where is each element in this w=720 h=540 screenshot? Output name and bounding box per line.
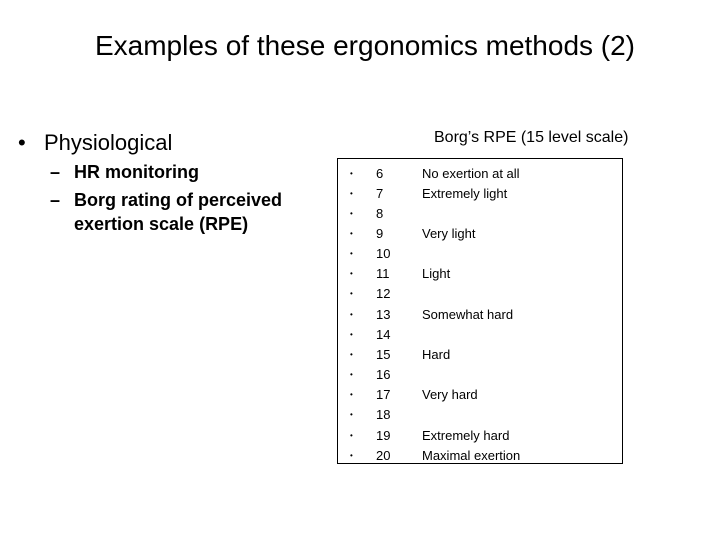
scale-row — [338, 284, 622, 304]
scale-descriptor: Extremely hard — [422, 428, 510, 443]
scale-row — [338, 345, 622, 365]
sub-bullet-list — [50, 160, 320, 240]
scale-value: 20 — [376, 448, 391, 463]
bullet-icon: • — [350, 370, 353, 379]
scale-row — [338, 305, 622, 325]
scale-title: Borg’s RPE (15 level scale) — [434, 129, 629, 146]
sub-bullet-label: HR monitoring — [74, 162, 199, 182]
bullet-icon: • — [350, 269, 353, 278]
scale-row — [338, 385, 622, 405]
scale-value: 17 — [376, 387, 391, 402]
scale-descriptor: Maximal exertion — [422, 448, 521, 463]
bullet-icon: • — [350, 289, 353, 298]
scale-row — [338, 446, 622, 466]
dash-icon: – — [50, 162, 61, 182]
bullet-icon: • — [350, 189, 353, 198]
bullet-icon: • — [350, 431, 353, 440]
scale-value: 18 — [376, 407, 391, 422]
scale-descriptor: Hard — [422, 347, 451, 362]
scale-row — [338, 204, 622, 224]
bullet-icon: • — [350, 249, 353, 258]
bullet-icon: • — [350, 350, 353, 359]
scale-value: 7 — [376, 186, 384, 201]
physiological-bullet — [18, 128, 172, 158]
scale-row — [338, 184, 622, 204]
scale-row — [338, 244, 622, 264]
bullet-icon: • — [350, 209, 353, 218]
scale-row — [338, 325, 622, 345]
scale-value: 15 — [376, 347, 391, 362]
scale-descriptor: Somewhat hard — [422, 307, 514, 322]
bullet-icon: • — [350, 390, 353, 399]
bullet-icon: • — [18, 130, 26, 155]
scale-value: 14 — [376, 327, 391, 342]
scale-value: 6 — [376, 166, 384, 181]
scale-descriptor: Very hard — [422, 387, 478, 402]
scale-descriptor: No exertion at all — [422, 166, 520, 181]
bullet-icon: • — [350, 169, 353, 178]
physiological-label: Physiological — [44, 130, 173, 155]
scale-row — [338, 365, 622, 385]
scale-value: 10 — [376, 246, 391, 261]
scale-value: 8 — [376, 206, 384, 221]
scale-row — [338, 264, 622, 284]
bullet-icon: • — [350, 451, 353, 460]
scale-value: 9 — [376, 226, 384, 241]
bullet-icon: • — [350, 410, 353, 419]
scale-descriptor: Very light — [422, 226, 476, 241]
scale-row — [338, 224, 622, 244]
scale-descriptor: Light — [422, 266, 451, 281]
scale-row — [338, 405, 622, 425]
scale-descriptor: Extremely light — [422, 186, 508, 201]
rpe-scale-box — [337, 158, 623, 464]
sub-bullet-hr — [50, 160, 320, 184]
bullet-icon: • — [350, 330, 353, 339]
sub-bullet-borg — [50, 188, 320, 236]
slide-title: Examples of these ergonomics methods (2) — [94, 30, 636, 61]
scale-value: 13 — [376, 307, 391, 322]
bullet-icon: • — [350, 310, 353, 319]
bullet-icon: • — [350, 229, 353, 238]
scale-row — [338, 426, 622, 446]
scale-value: 11 — [376, 266, 390, 281]
scale-value: 19 — [376, 428, 391, 443]
scale-row — [338, 164, 622, 184]
dash-icon: – — [50, 190, 61, 210]
sub-bullet-label: Borg rating of perceived exertion scale (RPE) — [74, 190, 283, 234]
scale-value: 16 — [376, 367, 391, 382]
scale-value: 12 — [376, 286, 391, 301]
